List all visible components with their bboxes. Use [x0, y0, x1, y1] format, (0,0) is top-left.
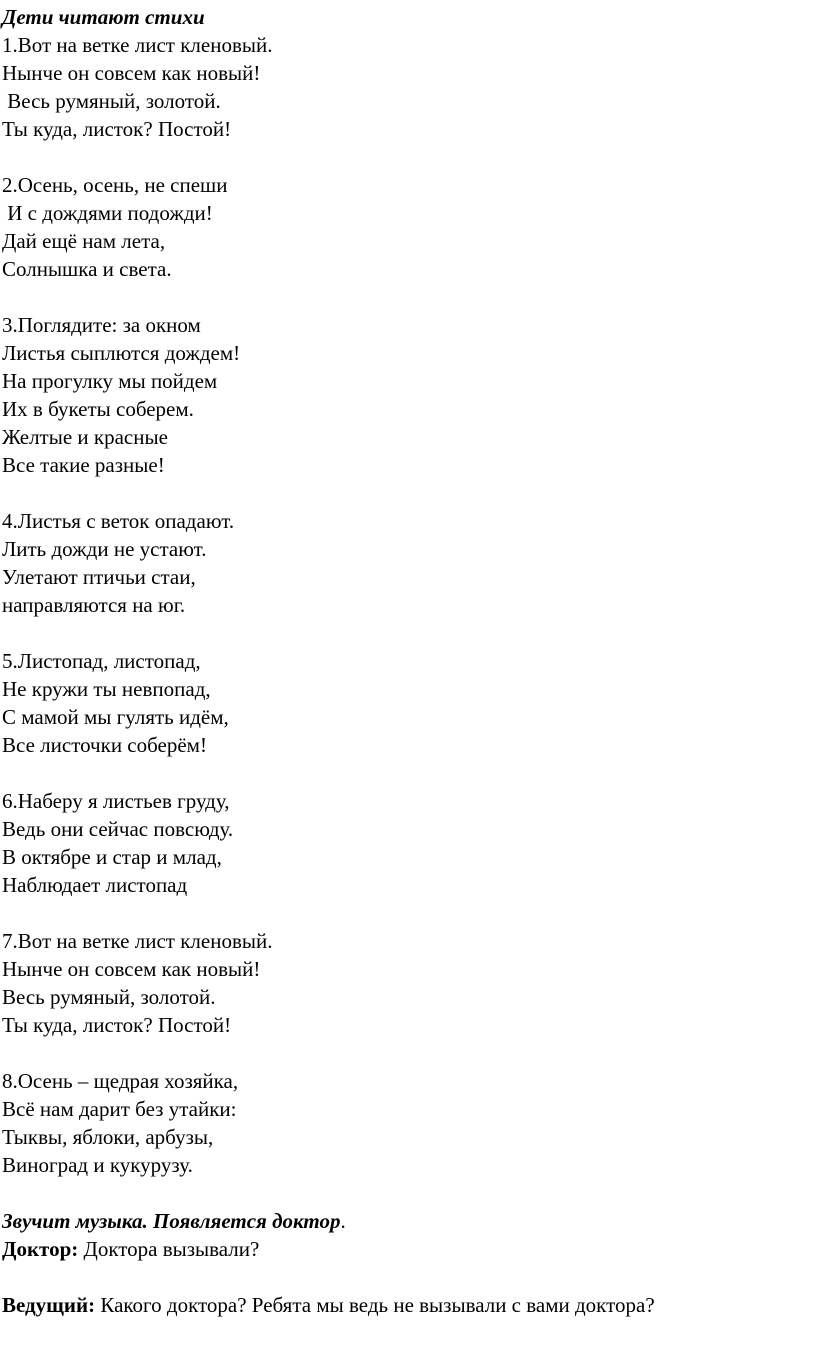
- stage-direction: [2, 1207, 816, 1235]
- poem-line: Наблюдает листопад: [2, 873, 188, 897]
- stanza-gap: [2, 899, 816, 927]
- speaker-label-doctor: Доктор:: [2, 1237, 79, 1261]
- poem-line: направляются на юг.: [2, 593, 186, 617]
- dialogue-host: [2, 1291, 816, 1319]
- poem-line: Всё нам дарит без утайки:: [2, 1097, 237, 1121]
- poem-line: Нынче он совсем как новый!: [2, 957, 261, 981]
- document-title: Дети читают стихи: [2, 5, 205, 29]
- dialogue-text-doctor: Доктора вызывали?: [78, 1237, 260, 1261]
- dialogue-doctor: [2, 1235, 816, 1263]
- poem-line: Дай ещё нам лета,: [2, 229, 166, 253]
- poem-line: Все такие разные!: [2, 453, 165, 477]
- poem-line: Ты куда, листок? Постой!: [2, 1013, 232, 1037]
- poem-line: С мамой мы гулять идём,: [2, 705, 229, 729]
- stanza-gap: [2, 759, 816, 787]
- poem-line: 1.Вот на ветке лист кленовый.: [2, 33, 273, 57]
- poem-line: Улетают птичьи стаи,: [2, 565, 196, 589]
- poem-line: 3.Поглядите: за окном: [2, 313, 201, 337]
- poem-line: В октябре и стар и млад,: [2, 845, 222, 869]
- poem-line: Их в букеты соберем.: [2, 397, 194, 421]
- stanza-gap: [2, 479, 816, 507]
- poem-line: Лить дожди не устают.: [2, 537, 207, 561]
- poem-line: На прогулку мы пойдем: [2, 369, 218, 393]
- poem-line: 6.Наберу я листьев груду,: [2, 789, 230, 813]
- stanza-gap: [2, 1039, 816, 1067]
- poem-line: Весь румяный, золотой.: [2, 985, 216, 1009]
- poem-line: 2.Осень, осень, не спеши: [2, 173, 228, 197]
- poem-stanza-6: [2, 787, 816, 899]
- poem-line: 4.Листья с веток опадают.: [2, 509, 235, 533]
- poem-stanza-8: [2, 1067, 816, 1179]
- poem-line: Весь румяный, золотой.: [2, 89, 221, 113]
- poem-line: Все листочки соберём!: [2, 733, 207, 757]
- stage-direction-tail: .: [340, 1209, 346, 1233]
- poem-line: Желтые и красные: [2, 425, 168, 449]
- poem-line: Ведь они сейчас повсюду.: [2, 817, 234, 841]
- poem-line: Ты куда, листок? Постой!: [2, 117, 232, 141]
- poem-line: Нынче он совсем как новый!: [2, 61, 261, 85]
- stanza-gap: [2, 143, 816, 171]
- paragraph-gap: [2, 1263, 816, 1291]
- poem-stanza-5: [2, 647, 816, 759]
- poem-stanza-7: [2, 927, 816, 1039]
- stanza-gap: [2, 1179, 816, 1207]
- poem-line: И с дождями подожди!: [2, 201, 213, 225]
- poem-stanza-1: [2, 31, 816, 143]
- poem-line: Солнышка и света.: [2, 257, 172, 281]
- poem-line: Виноград и кукурузу.: [2, 1153, 193, 1177]
- poem-line: Листья сыплются дождем!: [2, 341, 241, 365]
- poem-line: 8.Осень – щедрая хозяйка,: [2, 1069, 239, 1093]
- stage-direction-text: Звучит музыка. Появляется доктор: [2, 1209, 341, 1233]
- speaker-label-host: Ведущий:: [2, 1293, 96, 1317]
- stanza-gap: [2, 283, 816, 311]
- poem-stanza-2: [2, 171, 816, 283]
- poem-line: 7.Вот на ветке лист кленовый.: [2, 929, 273, 953]
- poem-line: Тыквы, яблоки, арбузы,: [2, 1125, 214, 1149]
- poem-line: Не кружи ты невпопад,: [2, 677, 211, 701]
- poem-stanza-4: [2, 507, 816, 619]
- stanza-gap: [2, 619, 816, 647]
- poem-line: 5.Листопад, листопад,: [2, 649, 201, 673]
- dialogue-text-host: Какого доктора? Ребята мы ведь не вызывали с вами доктора?: [95, 1293, 655, 1317]
- poem-stanza-3: [2, 311, 816, 479]
